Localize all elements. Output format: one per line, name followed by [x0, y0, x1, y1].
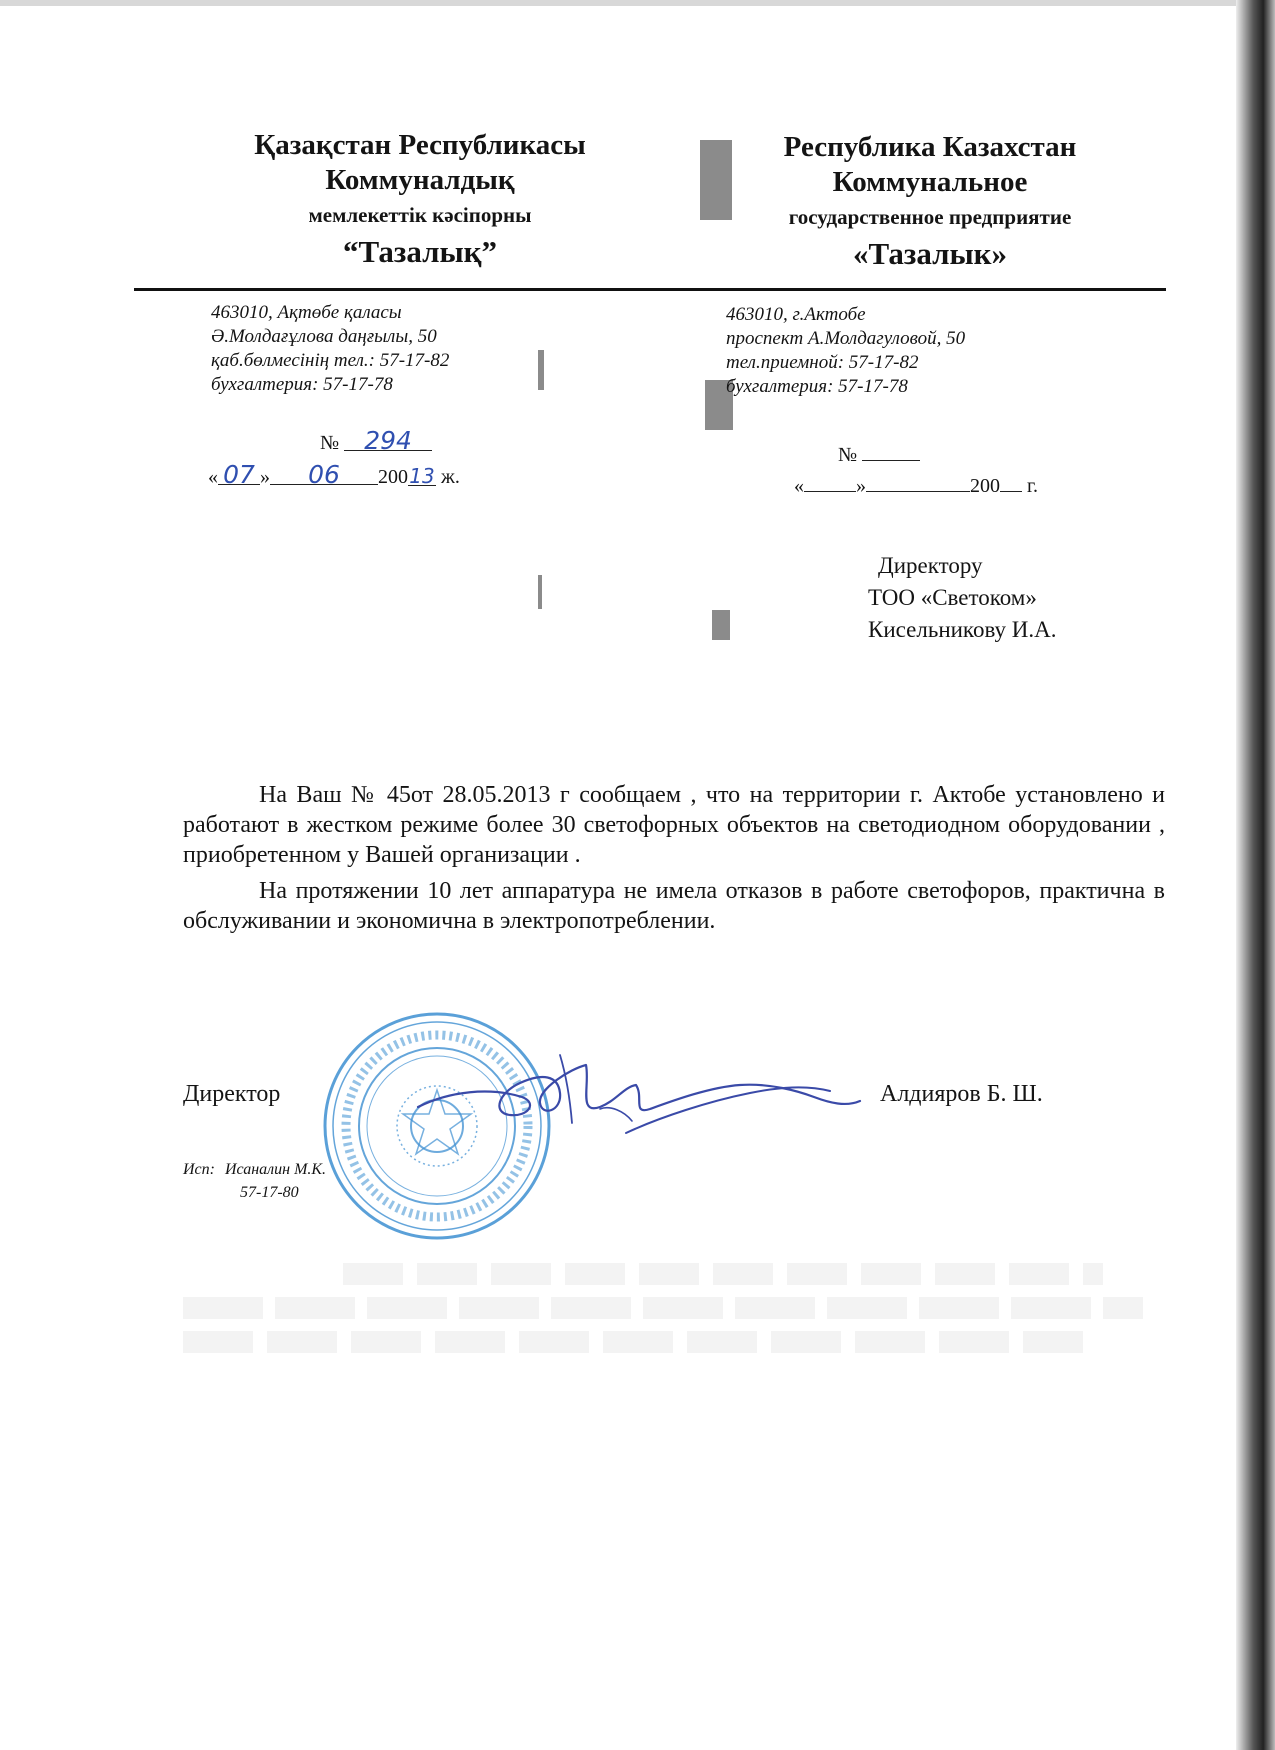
number-sign: № [320, 432, 340, 454]
handwritten-signature [410, 1045, 870, 1155]
scan-smear [712, 610, 730, 640]
header-enterprise: государственное предприятие [788, 205, 1072, 229]
header-enterprise: мемлекеттік кәсіпорны [308, 203, 532, 227]
quote-close: » [260, 466, 270, 488]
outgoing-date-right [794, 473, 1038, 498]
bleed-through-ghost [183, 1255, 1163, 1375]
address-line: 463010, г.Актобе [726, 304, 866, 325]
org-header-russian [680, 130, 1180, 273]
executor-label: Исп: [183, 1161, 215, 1178]
header-org-name: «Тазалык» [852, 236, 1008, 271]
scan-edge-right [1236, 0, 1275, 1750]
scan-edge-top [0, 0, 1275, 6]
quote-open: « [794, 475, 804, 497]
address-line: қаб.бөлмесінің тел.: 57-17-82 [211, 350, 450, 371]
executor-name: Исаналин М.К. [224, 1161, 327, 1178]
date-year-prefix: 200 [970, 475, 1000, 497]
address-line: Ә.Молдағұлова даңғылы, 50 [211, 326, 437, 347]
header-country: Республика Казахстан [783, 131, 1077, 163]
date-year-blank [1000, 473, 1022, 492]
date-year-handwritten: 13 [409, 464, 435, 488]
outgoing-date-left [208, 460, 460, 489]
date-suffix: г. [1027, 475, 1038, 497]
number-sign: № [838, 444, 858, 466]
address-line: бухгалтерия: 57-17-78 [726, 376, 908, 397]
address-line: тел.приемной: 57-17-82 [726, 352, 919, 373]
number-blank [862, 442, 920, 461]
signer-name: Алдияров Б. Ш. [880, 1081, 1043, 1107]
date-day-handwritten: 07 [218, 466, 260, 485]
address-kazakh [211, 301, 449, 397]
addressee-block [868, 550, 1056, 646]
scan-smear [538, 350, 544, 390]
addressee-position: Директору [878, 553, 983, 578]
org-header-kazakh [160, 128, 680, 271]
body-paragraph: На Ваш № 45от 28.05.2013 г сообщаем , что на территории г. Актобе установлено и работают в жестком режиме более 30 светофорных объектов на светодиодном оборудовании , приобретенном у Вашей организации . [183, 782, 1165, 868]
date-month-handwritten: 06 [270, 466, 378, 485]
executor-block [183, 1158, 326, 1204]
scan-smear [538, 575, 542, 609]
letter-body [183, 780, 1165, 942]
address-russian [726, 303, 965, 399]
address-line: проспект А.Молдагуловой, 50 [726, 328, 966, 349]
body-paragraph: На протяжении 10 лет аппаратура не имела отказов в работе светофоров, практична в обслуживании и экономична в электропотреблении. [183, 878, 1165, 934]
quote-close: » [856, 475, 866, 497]
outgoing-number-left [320, 426, 432, 455]
header-org-name: “Тазалық” [342, 234, 498, 269]
date-month-blank [866, 473, 970, 492]
outgoing-number-handwritten: 294 [344, 432, 432, 451]
quote-open: « [208, 466, 218, 488]
address-line: бухгалтерия: 57-17-78 [211, 374, 393, 395]
header-country: Қазақстан Республикасы [254, 129, 586, 161]
executor-phone: 57-17-80 [240, 1184, 299, 1201]
addressee-company: ТОО «Светоком» [868, 585, 1037, 610]
header-divider [134, 288, 1166, 291]
date-day-blank [804, 473, 856, 492]
header-communal: Коммунальное [832, 166, 1028, 198]
addressee-name: Кисельникову И.А. [868, 617, 1057, 642]
signer-position: Директор [183, 1081, 281, 1107]
date-year-prefix: 200 [378, 466, 408, 488]
date-suffix: ж. [441, 466, 460, 488]
address-line: 463010, Ақтөбе қаласы [211, 302, 402, 323]
header-communal: Коммуналдық [325, 164, 515, 196]
outgoing-number-right [838, 442, 920, 467]
